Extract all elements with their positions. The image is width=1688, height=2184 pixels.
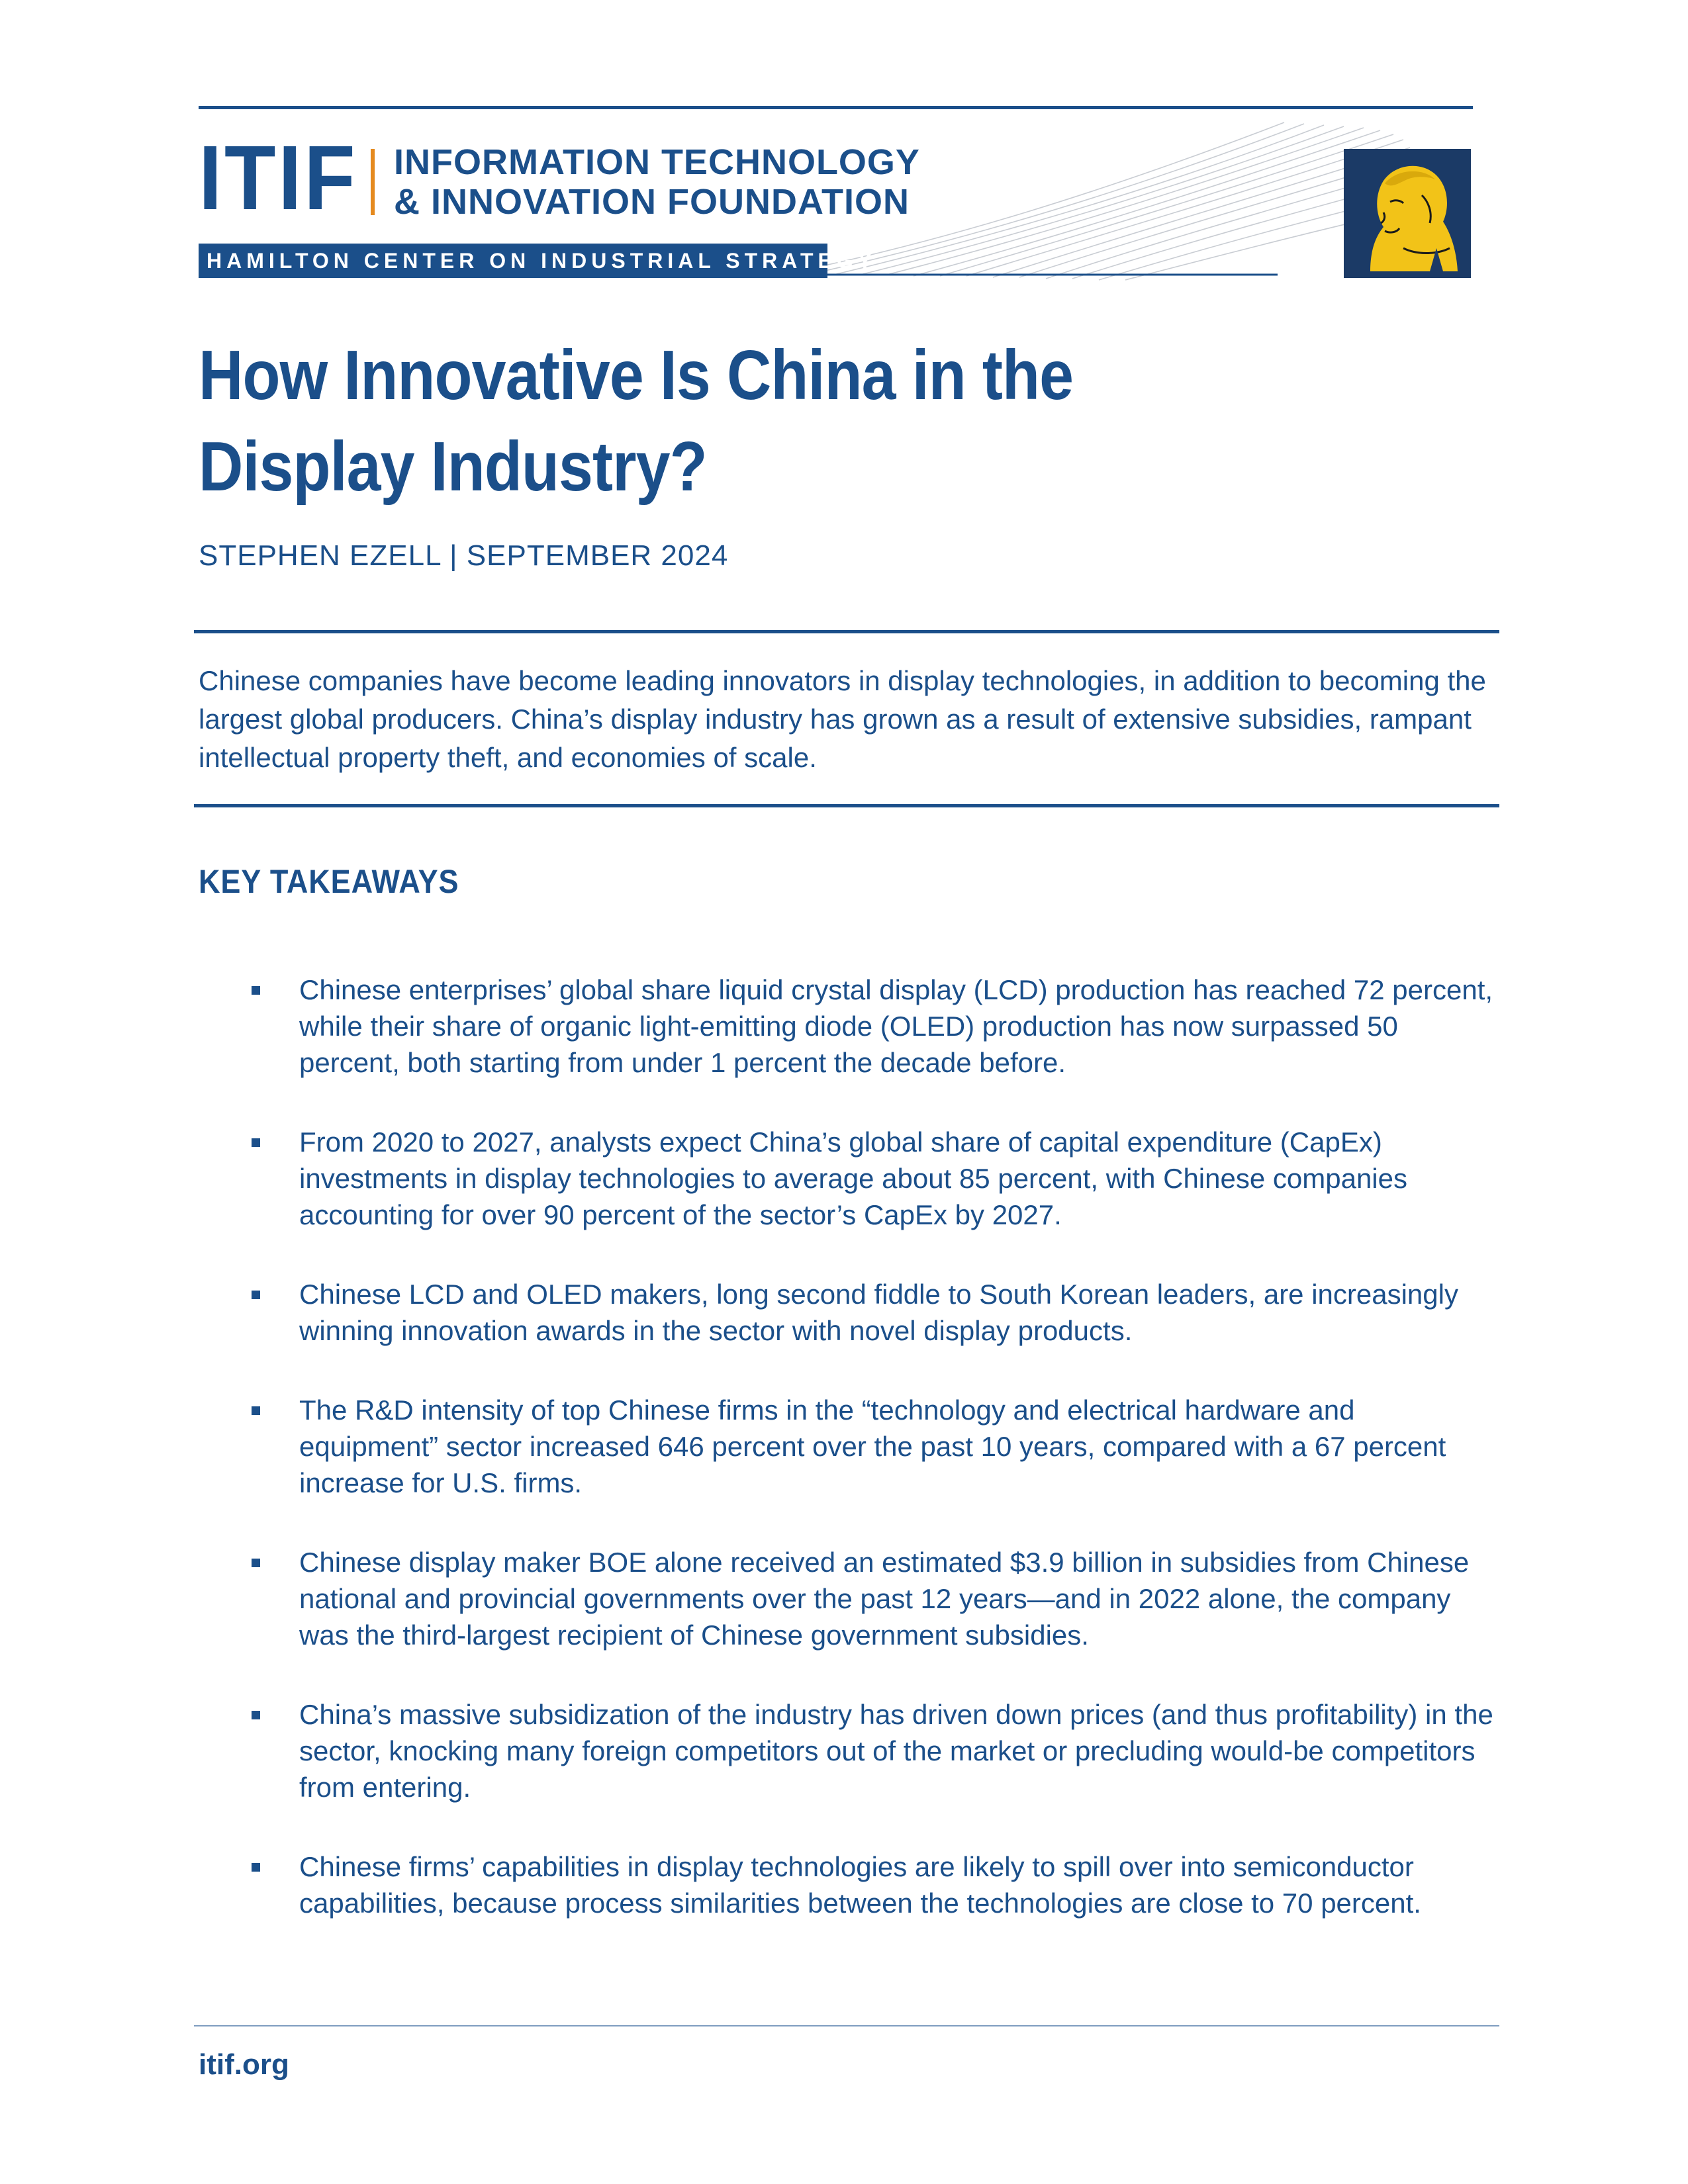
bullet-icon [252,1291,260,1299]
organization-name [394,142,920,222]
takeaway-item [252,1124,1496,1233]
footer-website-link[interactable]: itif.org [199,2048,289,2081]
center-name-banner: HAMILTON CENTER ON INDUSTRIAL STRATEGY [199,244,827,278]
takeaway-item [252,1696,1496,1805]
author-date-byline: STEPHEN EZELL | SEPTEMBER 2024 [199,539,729,572]
takeaway-text: From 2020 to 2027, analysts expect China’s global share of capital expenditure (CapEx) investments in display technologies to average about 85 percent, with Chinese companies accounting for over 90 percent of the sector’s CapEx by 2027. [299,1126,1407,1230]
itif-logo-wordmark: ITIF [199,127,358,229]
logo-divider [371,149,375,215]
summary-bottom-rule [194,804,1499,807]
summary-paragraph: Chinese companies have become leading innovators in display technologies, in addition to becoming the largest global producers. China’s display industry has grown as a result of extensive subsidies, rampant intellectual property theft, and economies of scale. [199,665,1486,773]
takeaway-text: Chinese enterprises’ global share liquid crystal display (LCD) production has reached 72 percent, while their share of organic light-emitting diode (OLED) production has now surpassed 50 percent, both starting from under 1 percent the decade before. [299,974,1493,1078]
bullet-icon [252,1559,260,1567]
title-line-2: Display Industry? [199,428,707,506]
takeaway-item [252,1392,1496,1501]
org-name-line-1: INFORMATION TECHNOLOGY [394,142,920,182]
page-title [199,330,1073,512]
bullet-icon [252,1138,260,1147]
takeaway-text: Chinese display maker BOE alone received an estimated $3.9 billion in subsidies from Chinese national and provincial governments over the past 12 years—and in 2022 alone, the company was the third-largest recipient of Chinese government subsidies. [299,1547,1470,1651]
takeaway-item [252,972,1496,1081]
takeaway-item [252,1276,1496,1349]
summary-top-rule [194,630,1499,633]
bullet-icon [252,986,260,995]
bullet-icon [252,1711,260,1719]
footer-rule [194,2025,1499,2026]
bullet-icon [252,1863,260,1872]
title-line-1: How Innovative Is China in the [199,336,1074,414]
takeaway-text: Chinese LCD and OLED makers, long second fiddle to South Korean leaders, are increasingly winning innovation awards in the sector with novel display products. [299,1279,1458,1346]
key-takeaways-heading: KEY TAKEAWAYS [199,863,459,900]
takeaway-text: The R&D intensity of top Chinese firms in the “technology and electrical hardware and equipment” sector increased 646 percent over the past 10 years, compared with a 67 percent increase for U.S. firms. [299,1394,1446,1498]
takeaway-item [252,1848,1496,1921]
org-name-line-2: & INNOVATION FOUNDATION [394,182,910,222]
hamilton-portrait-seal [1344,149,1471,278]
takeaway-item [252,1544,1496,1653]
bullet-icon [252,1406,260,1415]
takeaway-text: Chinese firms’ capabilities in display technologies are likely to spill over into semiconductor capabilities, because process similarities between the technologies are close to 70 percent. [299,1851,1421,1919]
key-takeaways-list [252,972,1496,1964]
portrait-icon [1344,149,1471,278]
takeaway-text: China’s massive subsidization of the industry has driven down prices (and thus profitability) in the sector, knocking many foreign competitors out of the market or precluding would-be competitors from entering. [299,1699,1493,1803]
